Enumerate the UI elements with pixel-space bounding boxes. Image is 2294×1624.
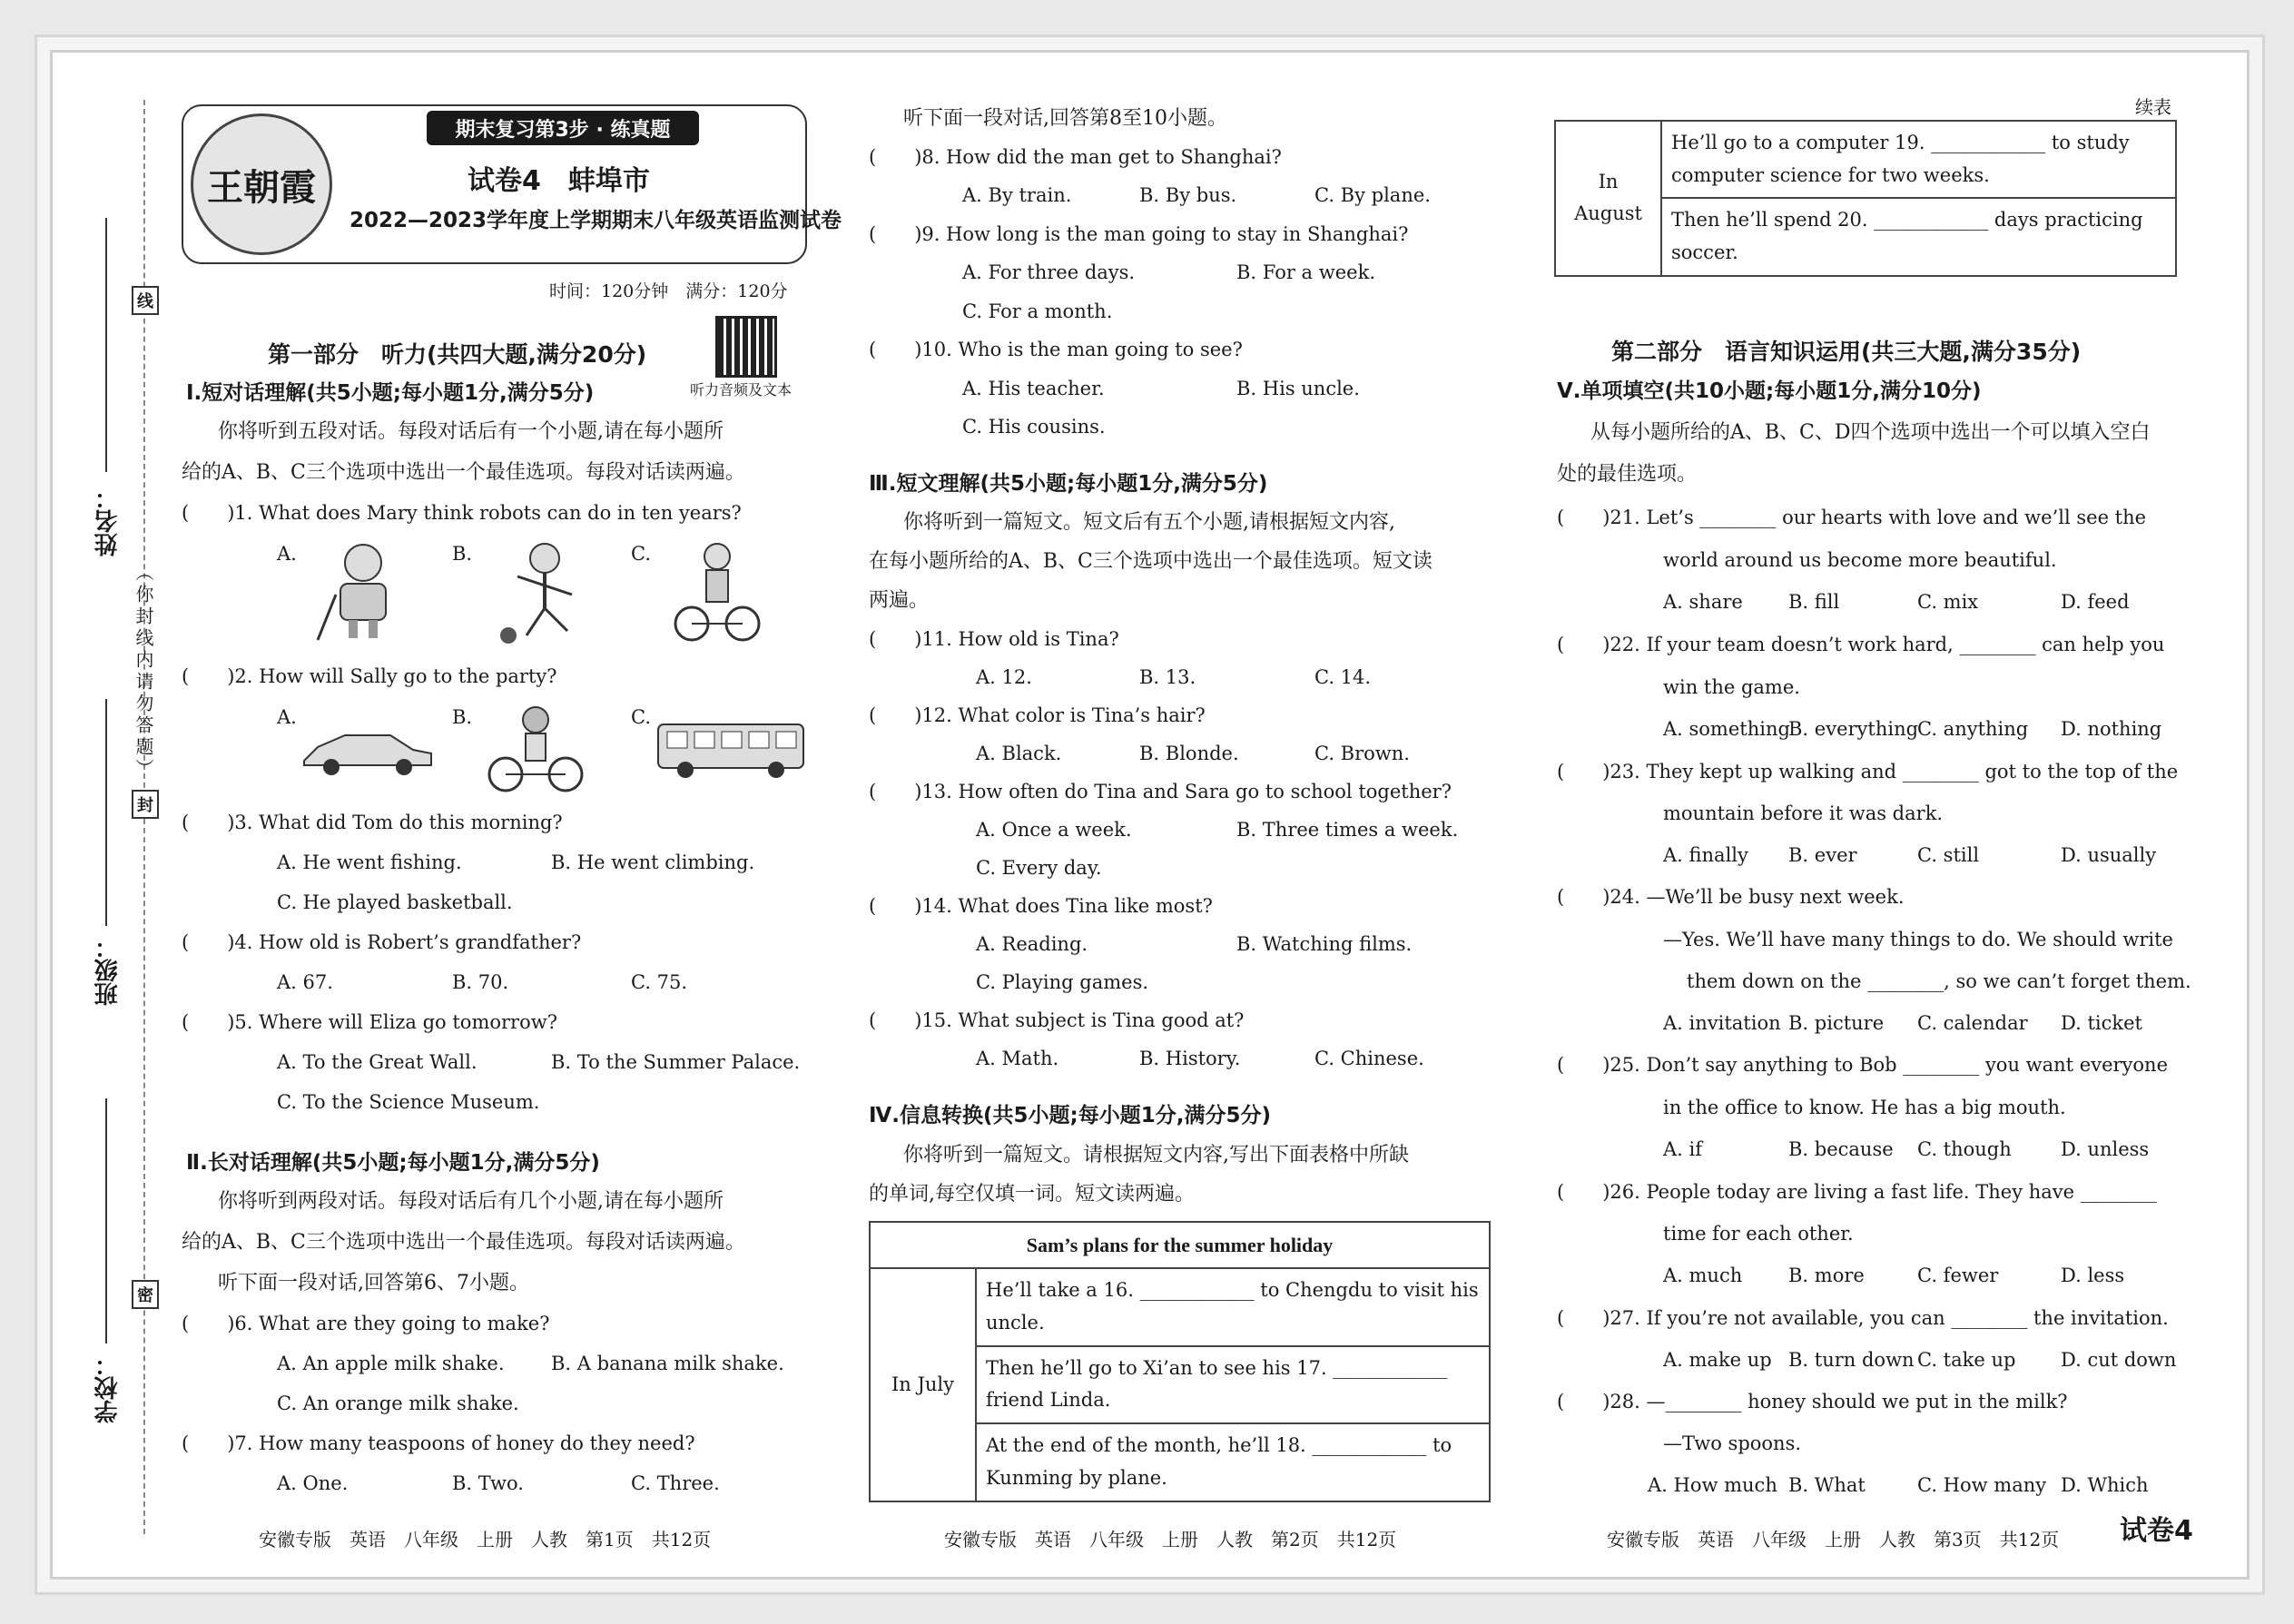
- q23-line2: mountain before it was dark.: [1663, 802, 1944, 824]
- q10-opt-a[interactable]: A. His teacher.: [962, 378, 1105, 399]
- q10-opt-c[interactable]: C. His cousins.: [962, 416, 1106, 438]
- q21-opt-c[interactable]: C. mix: [1917, 591, 1979, 613]
- q22-opt-b[interactable]: B. everything: [1788, 718, 1919, 740]
- sec3-title: Ⅲ.短文理解(共5小题;每小题1分,满分5分): [869, 472, 1268, 496]
- q25-line1: ( )25. Don’t say anything to Bob ________ you want everyone: [1557, 1054, 2169, 1076]
- q13-opt-b[interactable]: B. Three times a week.: [1236, 819, 1459, 841]
- plans-table: [869, 1221, 1491, 1502]
- q15-opt-b[interactable]: B. History.: [1139, 1048, 1241, 1069]
- class-underline: [105, 699, 107, 926]
- q4-opt-a[interactable]: A. 67.: [277, 971, 333, 993]
- q8-opt-a[interactable]: A. By train.: [962, 184, 1072, 206]
- q3-opt-a[interactable]: A. He went fishing.: [277, 851, 462, 873]
- class-label: 班级：: [94, 935, 122, 1006]
- q8-opt-c[interactable]: C. By plane.: [1314, 184, 1431, 206]
- q2-opt-a[interactable]: A.: [277, 706, 297, 728]
- robot-soccer-icon: [495, 540, 595, 645]
- sec5-intro1: 从每小题所给的A、B、C、D四个选项中选出一个可以填入空白: [1590, 421, 2151, 444]
- q23-opt-c[interactable]: C. still: [1917, 844, 1980, 866]
- q28-line2: —Two spoons.: [1663, 1432, 1802, 1454]
- q10-stem: ( )10. Who is the man going to see?: [869, 339, 1243, 360]
- exam-subtitle: 2022—2023学年度上学期期末八年级英语监测试卷: [350, 209, 842, 232]
- q25-opt-c[interactable]: C. though: [1917, 1138, 2012, 1160]
- q4-stem: ( )4. How old is Robert’s grandfather?: [182, 931, 582, 953]
- sec5-intro2: 处的最佳选项。: [1557, 463, 1698, 486]
- q14-opt-b[interactable]: B. Watching films.: [1236, 933, 1413, 955]
- august-label: In August: [1555, 121, 1661, 276]
- mark-mi: 密: [132, 1280, 159, 1309]
- sec2-intro2: 给的A、B、C三个选项中选出一个最佳选项。每段对话读两遍。: [182, 1231, 745, 1254]
- robot-cycling-icon: [672, 540, 763, 645]
- sec2-title: Ⅱ.长对话理解(共5小题;每小题1分,满分5分): [186, 1151, 600, 1175]
- q27-line1: ( )27. If you’re not available, you can ________ the invitation.: [1557, 1307, 2169, 1329]
- q14-stem: ( )14. What does Tina like most?: [869, 895, 1213, 917]
- car-icon: [300, 724, 436, 779]
- sec2-intro1: 你将听到两段对话。每段对话后有几个小题,请在每小题所: [218, 1190, 724, 1213]
- sec3-intro1: 你将听到一篇短文。短文后有五个小题,请根据短文内容,: [903, 511, 1395, 534]
- q21-line2: world around us become more beautiful.: [1663, 549, 2057, 571]
- sec3-intro3: 两遍。: [869, 589, 930, 612]
- q26-line2: time for each other.: [1663, 1223, 1854, 1245]
- q9-stem: ( )9. How long is the man going to stay in Shanghai?: [869, 223, 1409, 245]
- q14-opt-a[interactable]: A. Reading.: [976, 933, 1088, 955]
- exam-badge: 试卷4: [2120, 1515, 2193, 1547]
- q28-opt-d[interactable]: D. Which: [2061, 1474, 2149, 1496]
- q6-stem: ( )6. What are they going to make?: [182, 1313, 550, 1334]
- q26-opt-c[interactable]: C. fewer: [1917, 1265, 1999, 1286]
- q15-stem: ( )15. What subject is Tina good at?: [869, 1009, 1245, 1031]
- q8-stem: ( )8. How did the man get to Shanghai?: [869, 146, 1282, 168]
- q24-opt-a[interactable]: A. invitation: [1663, 1012, 1781, 1034]
- q27-opt-d[interactable]: D. cut down: [2061, 1349, 2177, 1371]
- robot-cleaning-icon: [309, 540, 418, 645]
- review-banner: 期末复习第3步 · 练真题: [427, 111, 699, 145]
- q6-opt-b[interactable]: B. A banana milk shake.: [551, 1353, 784, 1374]
- q12-opt-a[interactable]: A. Black.: [976, 743, 1062, 764]
- q24-opt-c[interactable]: C. calendar: [1917, 1012, 2028, 1034]
- sec1-title: Ⅰ.短对话理解(共5小题;每小题1分,满分5分): [186, 381, 595, 405]
- q11-opt-a[interactable]: A. 12.: [976, 666, 1032, 688]
- logo-text: 王朝霞: [207, 165, 316, 209]
- row-17[interactable]: Then he’ll go to Xi’an to see his 17. ____________ friend Linda.: [976, 1346, 1490, 1423]
- q26-opt-d[interactable]: D. less: [2061, 1265, 2125, 1286]
- q22-line2: win the game.: [1663, 676, 1800, 698]
- q24-line3: them down on the ________, so we can’t forget them.: [1687, 970, 2191, 992]
- exam-time: 时间：120分钟 满分：120分: [549, 281, 788, 301]
- row-20[interactable]: Then he’ll spend 20. ____________ days practicing soccer.: [1661, 198, 2176, 275]
- q24-opt-d[interactable]: D. ticket: [2061, 1012, 2142, 1034]
- q11-opt-c[interactable]: C. 14.: [1314, 666, 1372, 688]
- q9-opt-b[interactable]: B. For a week.: [1236, 261, 1375, 283]
- school-label: 学校：: [94, 1353, 122, 1423]
- q26-opt-a[interactable]: A. much: [1663, 1265, 1743, 1286]
- footer-page1: 安徽专版 英语 八年级 上册 人教 第1页 共12页: [259, 1529, 712, 1550]
- q7-opt-c[interactable]: C. Three.: [631, 1472, 720, 1494]
- q3-stem: ( )3. What did Tom do this morning?: [182, 812, 563, 833]
- q24-opt-b[interactable]: B. picture: [1788, 1012, 1885, 1034]
- q12-stem: ( )12. What color is Tina’s hair?: [869, 704, 1206, 726]
- school-underline: [105, 1098, 107, 1343]
- q11-opt-b[interactable]: B. 13.: [1139, 666, 1196, 688]
- exam-title: 试卷4 蚌埠市: [468, 165, 650, 197]
- q25-opt-a[interactable]: A. if: [1663, 1138, 1703, 1160]
- q3-opt-c[interactable]: C. He played basketball.: [277, 891, 513, 913]
- sec3-intro2: 在每小题所给的A、B、C三个选项中选出一个最佳选项。短文读: [869, 550, 1433, 573]
- q8-opt-b[interactable]: B. By bus.: [1139, 184, 1237, 206]
- qr-label: 听力音频及文本: [690, 381, 793, 399]
- q5-opt-b[interactable]: B. To the Summer Palace.: [551, 1051, 801, 1073]
- q27-opt-a[interactable]: A. make up: [1663, 1349, 1772, 1371]
- q2-opt-b[interactable]: B.: [452, 706, 473, 728]
- binding-note: （你封线内请勿答题）: [133, 563, 154, 781]
- girl-bike-icon: [486, 704, 586, 794]
- q2-opt-c[interactable]: C.: [631, 706, 651, 728]
- q25-opt-d[interactable]: D. unless: [2061, 1138, 2150, 1160]
- q7-opt-b[interactable]: B. Two.: [452, 1472, 524, 1494]
- q23-line1: ( )23. They kept up walking and ________ got to the top of the: [1557, 761, 2179, 782]
- q28-line1: ( )28. —________ honey should we put in the milk?: [1557, 1391, 2068, 1412]
- q26-opt-b[interactable]: B. more: [1788, 1265, 1865, 1286]
- mark-feng: 封: [132, 790, 159, 819]
- q21-line1: ( )21. Let’s ________ our hearts with love and we’ll see the: [1557, 507, 2147, 528]
- q5-opt-c[interactable]: C. To the Science Museum.: [277, 1091, 540, 1113]
- q13-opt-c[interactable]: C. Every day.: [976, 857, 1102, 879]
- q12-opt-c[interactable]: C. Brown.: [1314, 743, 1410, 764]
- q22-line1: ( )22. If your team doesn’t work hard, ________ can help you: [1557, 634, 2165, 655]
- sec4-intro2: 的单词,每空仅填一词。短文读两遍。: [869, 1183, 1195, 1206]
- q14-opt-c[interactable]: C. Playing games.: [976, 971, 1149, 993]
- q1-stem: ( )1. What does Mary think robots can do in ten years?: [182, 502, 742, 524]
- q22-opt-c[interactable]: C. anything: [1917, 718, 2029, 740]
- q6-opt-c[interactable]: C. An orange milk shake.: [277, 1393, 519, 1414]
- q22-opt-a[interactable]: A. something: [1663, 718, 1790, 740]
- q1-opt-b[interactable]: B.: [452, 543, 473, 565]
- name-underline: [105, 218, 107, 472]
- logo-seal: [191, 113, 332, 255]
- q21-opt-d[interactable]: D. feed: [2061, 591, 2130, 613]
- q24-line1: ( )24. —We’ll be busy next week.: [1557, 886, 1905, 908]
- q1-opt-a[interactable]: A.: [277, 543, 297, 565]
- q28-opt-b[interactable]: B. What: [1788, 1474, 1866, 1496]
- q7-opt-a[interactable]: A. One.: [277, 1472, 349, 1494]
- q9-opt-c[interactable]: C. For a month.: [962, 300, 1113, 322]
- q15-opt-c[interactable]: C. Chinese.: [1314, 1048, 1424, 1069]
- july-label: In July: [870, 1268, 976, 1501]
- q6-opt-a[interactable]: A. An apple milk shake.: [277, 1353, 505, 1374]
- q28-opt-a[interactable]: A. How much: [1648, 1474, 1777, 1496]
- q5-opt-a[interactable]: A. To the Great Wall.: [277, 1051, 478, 1073]
- q5-stem: ( )5. Where will Eliza go tomorrow?: [182, 1011, 557, 1033]
- sec5-title: Ⅴ.单项填空(共10小题;每小题1分,满分10分): [1557, 379, 1982, 403]
- q28-opt-c[interactable]: C. How many: [1917, 1474, 2047, 1496]
- q7-stem: ( )7. How many teaspoons of honey do they need?: [182, 1432, 695, 1454]
- q25-line2: in the office to know. He has a big mouth.: [1663, 1097, 2066, 1118]
- plans-table-continued: [1554, 120, 2177, 277]
- q4-opt-c[interactable]: C. 75.: [631, 971, 688, 993]
- part2-title: 第二部分 语言知识运用(共三大题,满分35分): [1611, 339, 2082, 365]
- q23-opt-d[interactable]: D. usually: [2061, 844, 2157, 866]
- row-19[interactable]: He’ll go to a computer 19. ____________ to study computer science for two weeks.: [1661, 121, 2176, 198]
- table-title: Sam’s plans for the summer holiday: [870, 1222, 1490, 1268]
- q23-opt-a[interactable]: A. finally: [1663, 844, 1748, 866]
- bus-icon: [654, 717, 808, 781]
- name-label: 姓名：: [94, 486, 122, 556]
- q27-opt-c[interactable]: C. take up: [1917, 1349, 2016, 1371]
- q26-line1: ( )26. People today are living a fast life. They have ________: [1557, 1181, 2157, 1203]
- q2-stem: ( )2. How will Sally go to the party?: [182, 665, 557, 687]
- sec2-lead1: 听下面一段对话,回答第6、7小题。: [218, 1272, 529, 1294]
- q10-opt-b[interactable]: B. His uncle.: [1236, 378, 1360, 399]
- sec4-intro1: 你将听到一篇短文。请根据短文内容,写出下面表格中所缺: [903, 1144, 1409, 1166]
- footer-page3: 安徽专版 英语 八年级 上册 人教 第3页 共12页: [1607, 1529, 2060, 1550]
- q13-opt-a[interactable]: A. Once a week.: [976, 819, 1132, 841]
- qr-code-icon[interactable]: [715, 316, 777, 378]
- row-18[interactable]: At the end of the month, he’ll 18. ____________ to Kunming by plane.: [976, 1423, 1490, 1501]
- q3-opt-b[interactable]: B. He went climbing.: [551, 851, 755, 873]
- q9-opt-a[interactable]: A. For three days.: [962, 261, 1136, 283]
- q27-opt-b[interactable]: B. turn down: [1788, 1349, 1915, 1371]
- footer-page2: 安徽专版 英语 八年级 上册 人教 第2页 共12页: [944, 1529, 1397, 1550]
- q12-opt-b[interactable]: B. Blonde.: [1139, 743, 1239, 764]
- mark-xian: 线: [132, 286, 159, 315]
- sec4-title: Ⅳ.信息转换(共5小题;每小题1分,满分5分): [869, 1104, 1271, 1127]
- part1-title: 第一部分 听力(共四大题,满分20分): [268, 341, 647, 368]
- q21-opt-a[interactable]: A. share: [1663, 591, 1743, 613]
- q1-opt-c[interactable]: C.: [631, 543, 651, 565]
- q13-stem: ( )13. How often do Tina and Sara go to school together?: [869, 781, 1452, 802]
- q22-opt-d[interactable]: D. nothing: [2061, 718, 2162, 740]
- sec2-lead2: 听下面一段对话,回答第8至10小题。: [903, 107, 1227, 130]
- sec1-intro1: 你将听到五段对话。每段对话后有一个小题,请在每小题所: [218, 420, 724, 443]
- q15-opt-a[interactable]: A. Math.: [976, 1048, 1059, 1069]
- sec1-intro2: 给的A、B、C三个选项中选出一个最佳选项。每段对话读两遍。: [182, 461, 745, 484]
- q21-opt-b[interactable]: B. fill: [1788, 591, 1840, 613]
- continued-label: 续表: [2135, 96, 2171, 118]
- q25-opt-b[interactable]: B. because: [1788, 1138, 1894, 1160]
- q24-line2: —Yes. We’ll have many things to do. We should write: [1663, 929, 2173, 950]
- q11-stem: ( )11. How old is Tina?: [869, 628, 1119, 650]
- q4-opt-b[interactable]: B. 70.: [452, 971, 509, 993]
- q23-opt-b[interactable]: B. ever: [1788, 844, 1857, 866]
- row-16[interactable]: He’ll take a 16. ____________ to Chengdu to visit his uncle.: [976, 1268, 1490, 1345]
- binding-sidebar: [82, 100, 154, 1534]
